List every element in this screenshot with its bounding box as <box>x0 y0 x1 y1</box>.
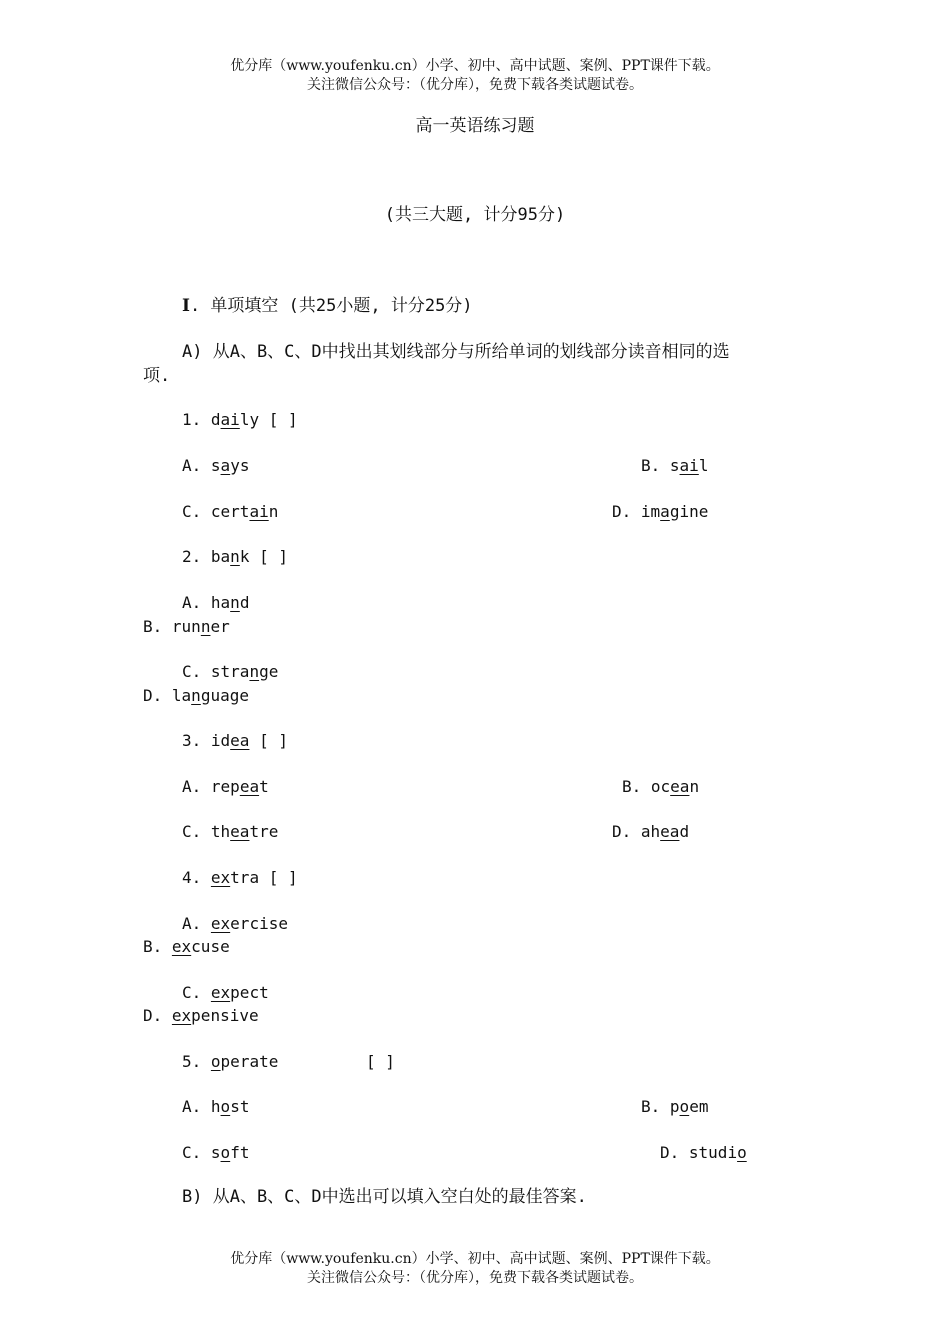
question-2: 2. bank [ ] <box>182 547 288 566</box>
option-2c: C. strange <box>182 662 279 681</box>
footer-line-1: 优分库（www.youfenku.cn）小学、初中、高中试题、案例、PPT课件下载。 <box>230 1251 720 1267</box>
part-a-instruction-cont: 项. <box>143 366 171 386</box>
option-1c: C. certain <box>182 502 279 521</box>
option-4c: C. expect <box>182 983 269 1002</box>
option-3a: A. repeat <box>182 777 269 796</box>
footer-line-2: 关注微信公众号：（优分库），免费下载各类试题试卷。 <box>307 1270 643 1286</box>
option-4b: B. excuse <box>143 937 230 956</box>
answer-bracket: [ ] <box>259 547 288 566</box>
underlined-part: ex <box>210 868 231 887</box>
question-3: 3. idea [ ] <box>182 731 288 750</box>
question-number: 1. <box>182 410 202 429</box>
section-heading <box>182 296 473 316</box>
underlined-part: o <box>210 1052 221 1071</box>
question-number: 4. <box>182 868 202 887</box>
option-1b: B. sail <box>641 456 709 475</box>
option-2a: A. hand <box>182 593 250 612</box>
option-4a: A. exercise <box>182 914 288 933</box>
option-2d: D. language <box>143 686 249 705</box>
question-5: 5. operate <box>182 1052 279 1071</box>
option-1a: A. says <box>182 456 250 475</box>
underlined-part: ai <box>220 410 240 429</box>
section-heading-text: . 单项填空 (共25小题, 计分25分) <box>189 296 473 316</box>
answer-bracket-5: [ ] <box>366 1052 395 1071</box>
page-header <box>0 57 950 95</box>
section-numeral: I <box>182 296 190 316</box>
question-1: 1. daily [ ] <box>182 410 298 429</box>
header-line-2: 关注微信公众号：（优分库），免费下载各类试题试卷。 <box>307 77 643 93</box>
page-footer <box>0 1250 950 1288</box>
answer-bracket: [ ] <box>268 868 298 887</box>
question-number: 3. <box>182 731 202 750</box>
option-5b: B. poem <box>641 1097 709 1116</box>
option-5c: C. soft <box>182 1143 250 1162</box>
option-4d: D. expensive <box>143 1006 259 1025</box>
option-3d: D. ahead <box>612 822 690 841</box>
question-4: 4. extra [ ] <box>182 868 298 887</box>
answer-bracket: [ ] <box>268 410 298 429</box>
option-1d: D. imagine <box>612 502 709 521</box>
document-subtitle: (共三大题, 计分95分) <box>384 205 566 225</box>
part-a-instruction: A) 从A、B、C、D中找出其划线部分与所给单词的划线部分读音相同的选 <box>182 342 730 362</box>
option-2b: B. runner <box>143 617 230 636</box>
option-5d: D. studio <box>660 1143 747 1162</box>
option-3c: C. theatre <box>182 822 279 841</box>
question-number: 2. <box>182 547 202 566</box>
question-number: 5. <box>182 1052 202 1071</box>
option-3b: B. ocean <box>622 777 700 796</box>
document-title: 高一英语练习题 <box>415 116 535 136</box>
header-line-1: 优分库（www.youfenku.cn）小学、初中、高中试题、案例、PPT课件下载。 <box>230 58 720 74</box>
answer-bracket: [ ] <box>259 731 288 750</box>
underlined-part: ea <box>230 731 250 750</box>
option-5a: A. host <box>182 1097 250 1116</box>
underlined-part: n <box>230 547 240 566</box>
part-b-instruction: B) 从A、B、C、D中选出可以填入空白处的最佳答案. <box>182 1187 587 1207</box>
